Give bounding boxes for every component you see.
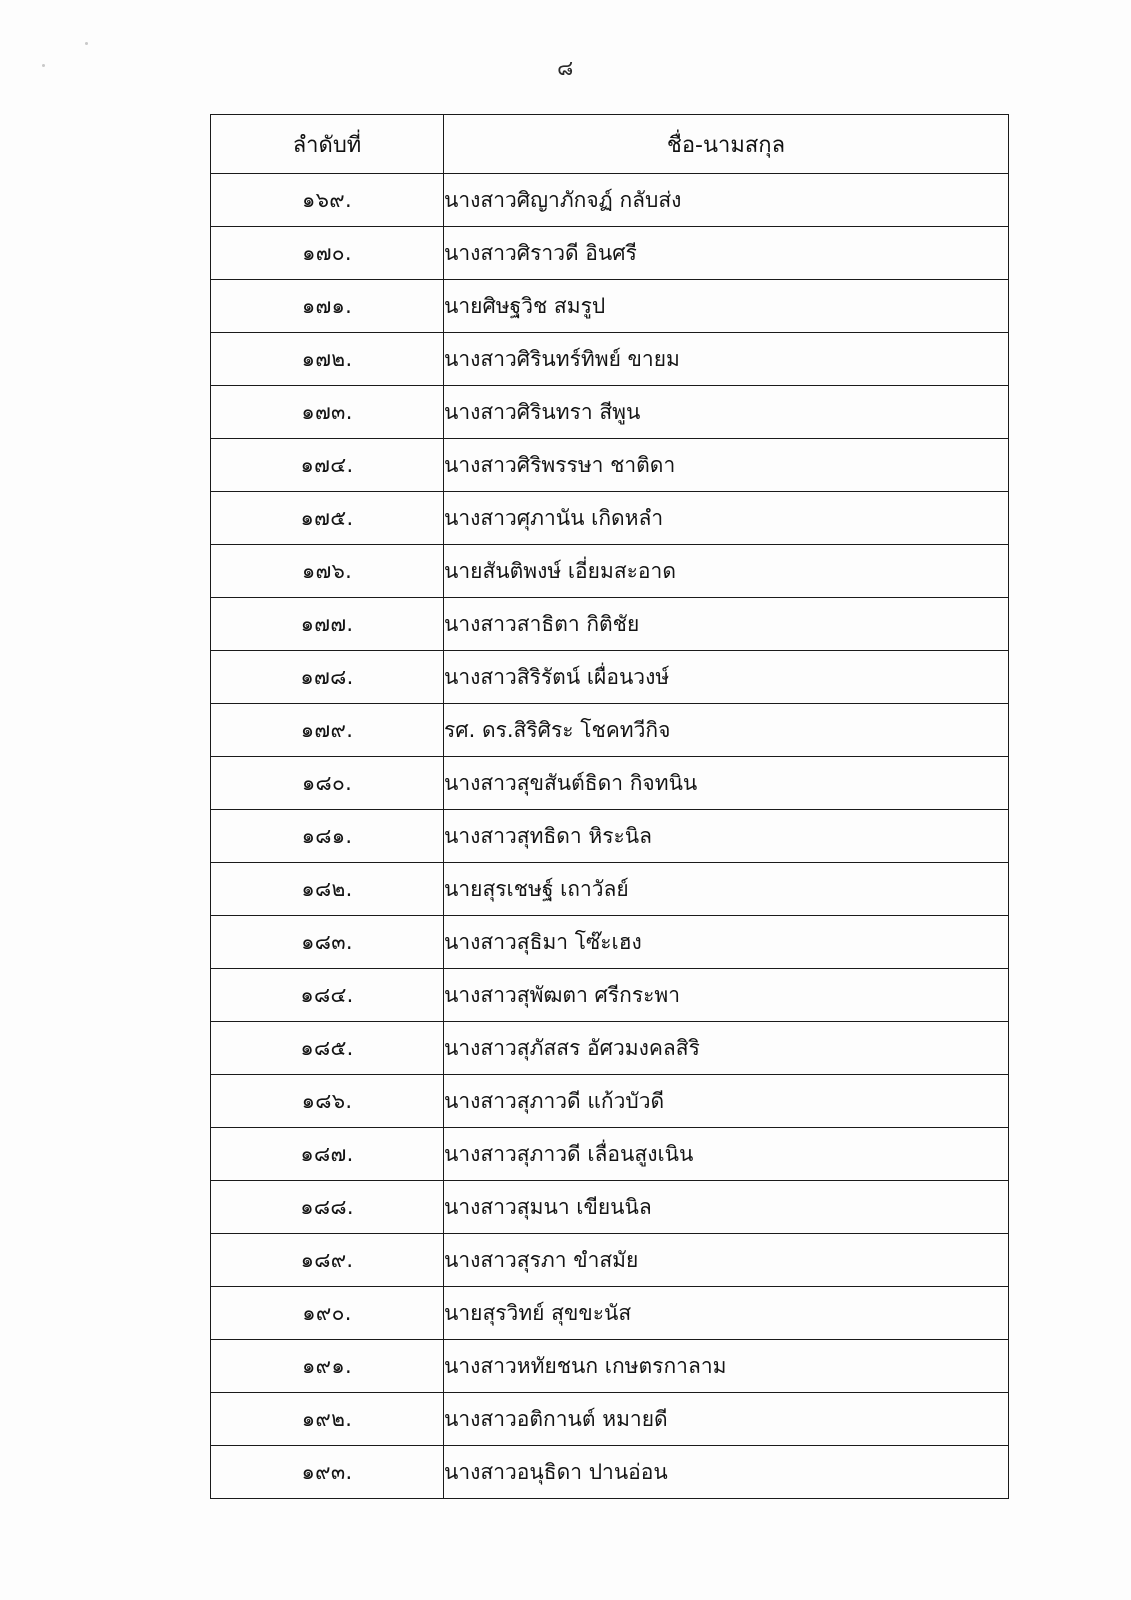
- row-index-cell: ๑๘๒.: [211, 863, 444, 916]
- row-index-cell: ๑๗๖.: [211, 545, 444, 598]
- row-name-cell: นางสาวศิรินทร์ทิพย์ ขายม: [444, 333, 1009, 386]
- table-row: [211, 1234, 1009, 1287]
- table-row: [211, 1022, 1009, 1075]
- row-name-cell: นางสาวอนุธิดา ปานอ่อน: [444, 1446, 1009, 1499]
- row-index-cell: ๑๗๕.: [211, 492, 444, 545]
- row-name-cell: นางสาวอติกานต์ หมายดี: [444, 1393, 1009, 1446]
- table-header-row: [211, 115, 1009, 174]
- table-row: [211, 227, 1009, 280]
- row-index-cell: ๑๘๙.: [211, 1234, 444, 1287]
- row-name-cell: นายสุรเชษฐ์ เถาวัลย์: [444, 863, 1009, 916]
- table-body: [211, 174, 1009, 1499]
- table-row: [211, 704, 1009, 757]
- row-name-cell: นางสาวสุรภา ขำสมัย: [444, 1234, 1009, 1287]
- row-name-cell: นางสาวสุภาวดี แก้วบัวดี: [444, 1075, 1009, 1128]
- name-list-table: [210, 114, 1009, 1499]
- row-name-cell: นางสาวสุมนา เขียนนิล: [444, 1181, 1009, 1234]
- scan-speckle: [85, 42, 88, 45]
- table-row: [211, 916, 1009, 969]
- row-index-cell: ๑๖๙.: [211, 174, 444, 227]
- table-row: [211, 598, 1009, 651]
- column-header-name: ชื่อ-นามสกุล: [444, 115, 1009, 174]
- table-row: [211, 810, 1009, 863]
- table-row: [211, 333, 1009, 386]
- row-index-cell: ๑๗๗.: [211, 598, 444, 651]
- table-row: [211, 545, 1009, 598]
- row-index-cell: ๑๗๔.: [211, 439, 444, 492]
- row-index-cell: ๑๙๑.: [211, 1340, 444, 1393]
- table-row: [211, 863, 1009, 916]
- row-index-cell: ๑๘๔.: [211, 969, 444, 1022]
- row-index-cell: ๑๘๗.: [211, 1128, 444, 1181]
- table-row: [211, 386, 1009, 439]
- table-row: [211, 1181, 1009, 1234]
- table-row: [211, 174, 1009, 227]
- row-name-cell: นางสาวศิริพรรษา ชาติดา: [444, 439, 1009, 492]
- row-index-cell: ๑๙๓.: [211, 1446, 444, 1499]
- row-index-cell: ๑๗๓.: [211, 386, 444, 439]
- row-name-cell: นางสาวหทัยชนก เกษตรกาลาม: [444, 1340, 1009, 1393]
- row-index-cell: ๑๙๐.: [211, 1287, 444, 1340]
- row-name-cell: นางสาวสุทธิดา หิระนิล: [444, 810, 1009, 863]
- row-name-cell: นางสาวสุภัสสร อัศวมงคลสิริ: [444, 1022, 1009, 1075]
- table-row: [211, 280, 1009, 333]
- page-number: ๘: [557, 56, 574, 80]
- row-index-cell: ๑๘๑.: [211, 810, 444, 863]
- row-name-cell: นายสุรวิทย์ สุขขะนัส: [444, 1287, 1009, 1340]
- table-row: [211, 969, 1009, 1022]
- table-row: [211, 1393, 1009, 1446]
- table-row: [211, 651, 1009, 704]
- row-name-cell: นางสาวศิราวดี อินศรี: [444, 227, 1009, 280]
- row-name-cell: นายสันติพงษ์ เอี่ยมสะอาด: [444, 545, 1009, 598]
- row-index-cell: ๑๗๐.: [211, 227, 444, 280]
- row-name-cell: นางสาวสุภาวดี เลื่อนสูงเนิน: [444, 1128, 1009, 1181]
- table-row: [211, 757, 1009, 810]
- column-header-index: ลำดับที่: [211, 115, 444, 174]
- row-name-cell: นายศิษฐวิช สมรูป: [444, 280, 1009, 333]
- table-row: [211, 1075, 1009, 1128]
- row-name-cell: นางสาวสุธิมา โซ๊ะเฮง: [444, 916, 1009, 969]
- table-row: [211, 439, 1009, 492]
- table-header: [211, 115, 1009, 174]
- row-index-cell: ๑๗๒.: [211, 333, 444, 386]
- row-name-cell: นางสาวสาธิตา กิติชัย: [444, 598, 1009, 651]
- table-row: [211, 1287, 1009, 1340]
- row-index-cell: ๑๙๒.: [211, 1393, 444, 1446]
- table-row: [211, 492, 1009, 545]
- row-name-cell: นางสาวสุขสันต์ธิดา กิจทนิน: [444, 757, 1009, 810]
- row-index-cell: ๑๗๑.: [211, 280, 444, 333]
- table-row: [211, 1128, 1009, 1181]
- row-index-cell: ๑๘๘.: [211, 1181, 444, 1234]
- row-index-cell: ๑๘๐.: [211, 757, 444, 810]
- row-index-cell: ๑๘๓.: [211, 916, 444, 969]
- row-name-cell: นางสาวศิญาภักจฏ์ กลับส่ง: [444, 174, 1009, 227]
- table-row: [211, 1446, 1009, 1499]
- row-index-cell: ๑๘๖.: [211, 1075, 444, 1128]
- row-name-cell: นางสาวสิริรัตน์ เผื่อนวงษ์: [444, 651, 1009, 704]
- name-list-table-container: [210, 114, 1008, 1499]
- row-index-cell: ๑๗๘.: [211, 651, 444, 704]
- row-name-cell: นางสาวศุภานัน เกิดหลำ: [444, 492, 1009, 545]
- row-index-cell: ๑๗๙.: [211, 704, 444, 757]
- table-row: [211, 1340, 1009, 1393]
- row-name-cell: รศ. ดร.สิริศิระ โชคทวีกิจ: [444, 704, 1009, 757]
- row-name-cell: นางสาวสุพัฒตา ศรีกระพา: [444, 969, 1009, 1022]
- row-name-cell: นางสาวศิรินทรา สีพูน: [444, 386, 1009, 439]
- row-index-cell: ๑๘๕.: [211, 1022, 444, 1075]
